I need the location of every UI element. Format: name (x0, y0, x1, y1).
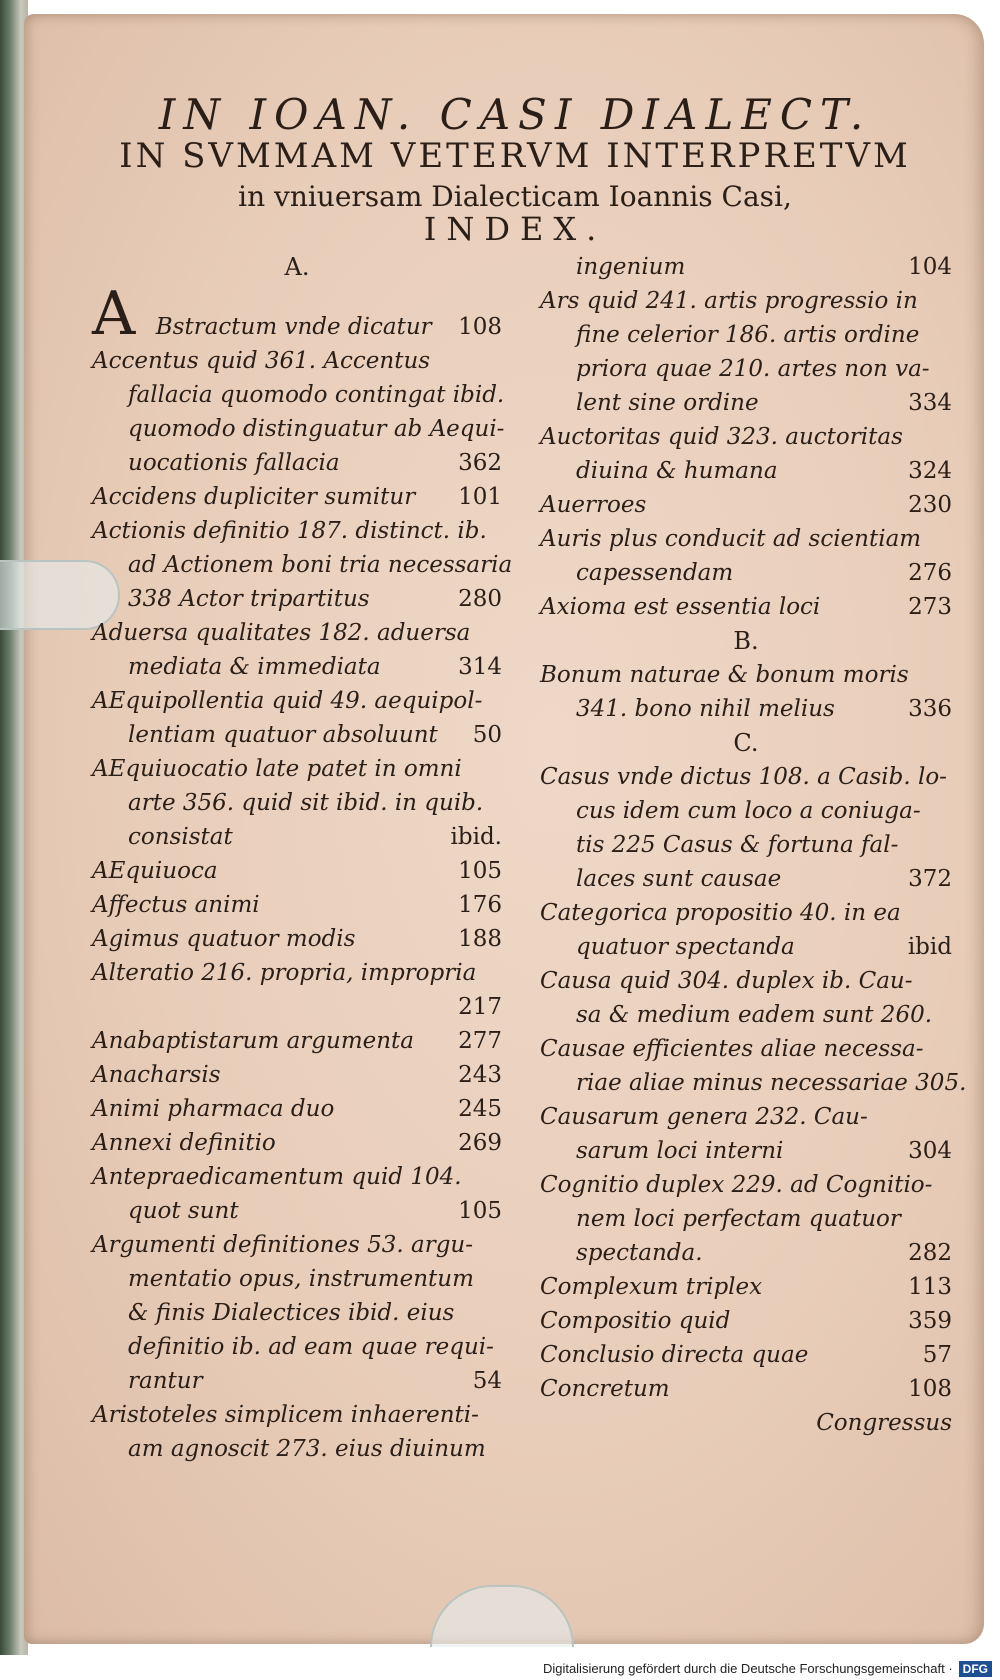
index-entry (92, 1262, 502, 1296)
index-entry (92, 786, 502, 820)
index-entry (92, 1194, 502, 1228)
index-entry (540, 1236, 952, 1270)
index-entry (540, 896, 952, 930)
index-entry-text: ingenium (576, 254, 686, 280)
index-entry-text: AEquiuoca (92, 858, 218, 884)
index-entry-text: Agimus quatuor modis (92, 926, 356, 952)
index-entry-page: 277 (458, 1028, 502, 1054)
index-entry-text: Accentus quid 361. Accentus (92, 348, 431, 374)
index-entry (540, 1168, 952, 1202)
index-entry (540, 658, 952, 692)
index-entry (540, 1134, 952, 1168)
section-letter-a: A. (284, 253, 310, 281)
index-entry-text: Animi pharmaca duo (92, 1096, 335, 1122)
index-entry-text: sarum loci interni (576, 1138, 784, 1164)
index-entry (92, 650, 502, 684)
index-entry-page: 245 (458, 1096, 502, 1122)
index-entry-text: Axioma est essentia loci (540, 594, 821, 620)
index-entry-text: Compositio quid (540, 1308, 731, 1334)
index-entry-text: Anacharsis (92, 1062, 221, 1088)
index-entry (92, 1398, 502, 1432)
index-entry (540, 1100, 952, 1134)
index-entry-page: 359 (908, 1308, 952, 1334)
index-entry (92, 480, 502, 514)
index-entry-page: 217 (458, 994, 502, 1020)
index-entry-text: ad Actionem boni tria necessaria (128, 552, 513, 578)
index-entry-page: 105 (458, 1198, 502, 1224)
index-entry-text: mentatio opus, instrumentum (128, 1266, 474, 1292)
index-entry-text: 338 Actor tripartitus (128, 586, 370, 612)
index-entry-text: Annexi definitio (92, 1130, 276, 1156)
index-entry-page: 276 (908, 560, 952, 586)
index-entry-text: Concretum (540, 1376, 670, 1402)
index-title-line2: in vniuersam Dialecticam Ioannis Casi, (238, 180, 792, 213)
index-entry-text: 341. bono nihil melius (576, 696, 835, 722)
index-entry-text: Causa quid 304. duplex ib. Cau- (540, 968, 913, 994)
index-entry-text: Categorica propositio 40. in ea (540, 900, 901, 926)
index-entry-text: uocationis fallacia (128, 450, 340, 476)
index-entry-text: fallacia quomodo contingat ibid. (128, 382, 505, 408)
index-entry-text: Bstractum vnde dicatur (155, 314, 432, 340)
index-entry-page: 101 (458, 484, 502, 510)
index-entry (540, 930, 952, 964)
index-entry (92, 446, 502, 480)
index-entry-page: 105 (458, 858, 502, 884)
index-entry (540, 1066, 967, 1100)
index-entry-text: Alteratio 216. propria, impropria (92, 960, 477, 986)
catchword: Congressus (816, 1410, 952, 1436)
footer-credit-bar (0, 1657, 1000, 1680)
index-entry (92, 820, 502, 854)
index-entry-page: 362 (458, 450, 502, 476)
index-entry-text: fine celerior 186. artis ordine (576, 322, 920, 348)
index-entry-text: spectanda. (576, 1240, 703, 1266)
index-entry (540, 862, 952, 896)
index-entry (92, 1364, 502, 1398)
index-entry-page: 336 (908, 696, 952, 722)
index-entry (540, 760, 952, 794)
footer-credit-text: Digitalisierung gefördert durch die Deutsche Forschungsgemeinschaft · (542, 1661, 953, 1676)
index-entry-page: 188 (458, 926, 502, 952)
index-entry (92, 412, 505, 446)
dfg-logo: DFG (959, 1661, 992, 1677)
index-entry-text: Ars quid 241. artis progressio in (540, 288, 918, 314)
index-entry-page: 269 (458, 1130, 502, 1156)
index-entry (92, 922, 502, 956)
index-entry-text: lentiam quatuor absoluunt (128, 722, 438, 748)
index-entry-text: quatuor spectanda (576, 934, 795, 960)
index-entry (540, 1270, 952, 1304)
index-entry (92, 1432, 502, 1466)
index-entry (92, 1126, 502, 1160)
index-entry (540, 454, 952, 488)
index-entry (92, 718, 502, 752)
index-entry-text: Casus vnde dictus 108. a Casib. lo- (540, 764, 947, 790)
index-entry-text: riae aliae minus necessariae 305. (576, 1070, 967, 1096)
index-entry-text: quot sunt (128, 1198, 239, 1224)
index-entry (92, 582, 502, 616)
index-entry-text: Causarum genera 232. Cau- (540, 1104, 868, 1130)
index-entry (92, 888, 502, 922)
index-entry-text: Argumenti definitiones 53. argu- (92, 1232, 474, 1258)
index-entry-text: Auris plus conducit ad scientiam (540, 526, 922, 552)
index-entry-text: Cognitio duplex 229. ad Cognitio- (540, 1172, 933, 1198)
index-entry-text: Antepraedicamentum quid 104. (92, 1164, 462, 1190)
index-entry (92, 990, 502, 1024)
index-entry (540, 828, 952, 862)
index-entry (540, 318, 952, 352)
index-entry-text: & finis Dialectices ibid. eius (128, 1300, 455, 1326)
index-entry-page: 334 (908, 390, 952, 416)
index-entry-text: arte 356. quid sit ibid. in quib. (128, 790, 484, 816)
index-entry-page: 113 (908, 1274, 952, 1300)
index-entry-page: 282 (908, 1240, 952, 1266)
index-entry (540, 522, 952, 556)
index-entry-page: 108 (908, 1376, 952, 1402)
index-entry-page: 372 (908, 866, 952, 892)
index-entry (92, 344, 502, 378)
index-entry (92, 548, 513, 582)
index-entry (92, 1330, 502, 1364)
index-entry-page: 176 (458, 892, 502, 918)
index-entry-text: AEquiuocatio late patet in omni (92, 756, 462, 782)
index-entry (92, 378, 505, 412)
index-entry-text: Actionis definitio 187. distinct. ib. (92, 518, 487, 544)
index-entry-text: nem loci perfectam quatuor (576, 1206, 901, 1232)
index-entry (540, 1372, 952, 1406)
left-index-column (92, 250, 513, 1466)
index-entry-text: Anabaptistarum argumenta (92, 1028, 415, 1054)
index-entry-text: tis 225 Casus & fortuna fal- (576, 832, 899, 858)
index-entry-text: definitio ib. ad eam quae requi- (128, 1334, 494, 1360)
index-entry-page: 280 (458, 586, 502, 612)
index-entry-text: am agnoscit 273. eius diuinum (128, 1436, 486, 1462)
index-entry-text: lent sine ordine (576, 390, 759, 416)
index-entry (92, 1058, 502, 1092)
index-entry-text: Auerroes (540, 492, 647, 518)
index-entry-text: Aduersa qualitates 182. aduersa (92, 620, 471, 646)
index-entry-text: AEquipollentia quid 49. aequipol- (92, 688, 483, 714)
index-entry-text: Bonum naturae & bonum moris (540, 662, 909, 688)
index-entry (540, 794, 952, 828)
index-entry-page: 324 (908, 458, 952, 484)
index-entry (92, 1296, 502, 1330)
index-entry-page: 304 (908, 1138, 952, 1164)
index-entry-text: mediata & immediata (128, 654, 381, 680)
index-entry-text: Auctoritas quid 323. auctoritas (540, 424, 903, 450)
index-entry-text: capessendam (576, 560, 734, 586)
index-entry-text: priora quae 210. artes non va- (576, 356, 930, 382)
section-letter-c: C. (733, 729, 759, 757)
index-entry (540, 1304, 952, 1338)
index-entry (540, 964, 952, 998)
index-entry (540, 284, 952, 318)
index-entry (92, 854, 502, 888)
index-entry-text: laces sunt causae (576, 866, 782, 892)
index-entry-text: diuina & humana (576, 458, 778, 484)
index-entry-text: Causae efficientes aliae necessa- (540, 1036, 924, 1062)
index-entry-text: Conclusio directa quae (540, 1342, 809, 1368)
drop-cap: A (92, 279, 136, 349)
index-entry-page: 54 (472, 1368, 502, 1394)
index-entry (540, 1202, 952, 1236)
index-entry-text: rantur (128, 1368, 203, 1394)
index-entry-page: 273 (908, 594, 952, 620)
index-entry (92, 1092, 502, 1126)
index-entry-text: Affectus animi (92, 892, 260, 918)
index-entry (540, 692, 952, 726)
index-entry (92, 684, 502, 718)
index-entry (540, 590, 952, 624)
index-title-line1: IN SVMMAM VETERVM INTERPRETVM (119, 136, 911, 176)
index-entry-page: ibid (907, 934, 952, 960)
index-entry-page: 50 (472, 722, 502, 748)
index-entry-page: 243 (458, 1062, 502, 1088)
index-entry-page: ibid. (450, 824, 502, 850)
index-entry (540, 386, 952, 420)
index-entry (92, 616, 502, 650)
index-entry-page: 314 (458, 654, 502, 680)
index-entry (540, 1032, 952, 1066)
right-index-column (540, 250, 967, 1440)
index-entry (92, 1160, 502, 1194)
index-entry-text: quomodo distinguatur ab Aequi- (128, 416, 505, 442)
index-title-line3: INDEX. (423, 210, 607, 248)
index-entry-page: 104 (908, 254, 952, 280)
index-entry (540, 1338, 952, 1372)
index-entry-page: 57 (922, 1342, 952, 1368)
index-entry (540, 998, 952, 1032)
section-letter-b: B. (733, 627, 759, 655)
index-entry-page: 108 (458, 314, 502, 340)
index-entry-text: sa & medium eadem sunt 260. (576, 1002, 933, 1028)
index-entry (92, 956, 502, 990)
index-entry (540, 420, 952, 454)
index-entry (92, 1024, 502, 1058)
index-entry (540, 250, 952, 284)
index-entry (92, 1228, 502, 1262)
index-entry (92, 752, 502, 786)
index-entry (92, 279, 502, 349)
index-entry-text: Accidens dupliciter sumitur (92, 484, 416, 510)
index-entry (540, 352, 952, 386)
index-entry-text: cus idem cum loco a coniuga- (576, 798, 921, 824)
index-entry-text: Aristoteles simplicem inhaerenti- (92, 1402, 479, 1428)
index-entry-page: 230 (908, 492, 952, 518)
running-head: IN IOAN. CASI DIALECT. (158, 90, 872, 139)
index-entry (92, 514, 502, 548)
index-entry-text: consistat (128, 824, 233, 850)
index-entry-text: Complexum triplex (540, 1274, 763, 1300)
index-entry (540, 556, 952, 590)
index-entry (540, 488, 952, 522)
